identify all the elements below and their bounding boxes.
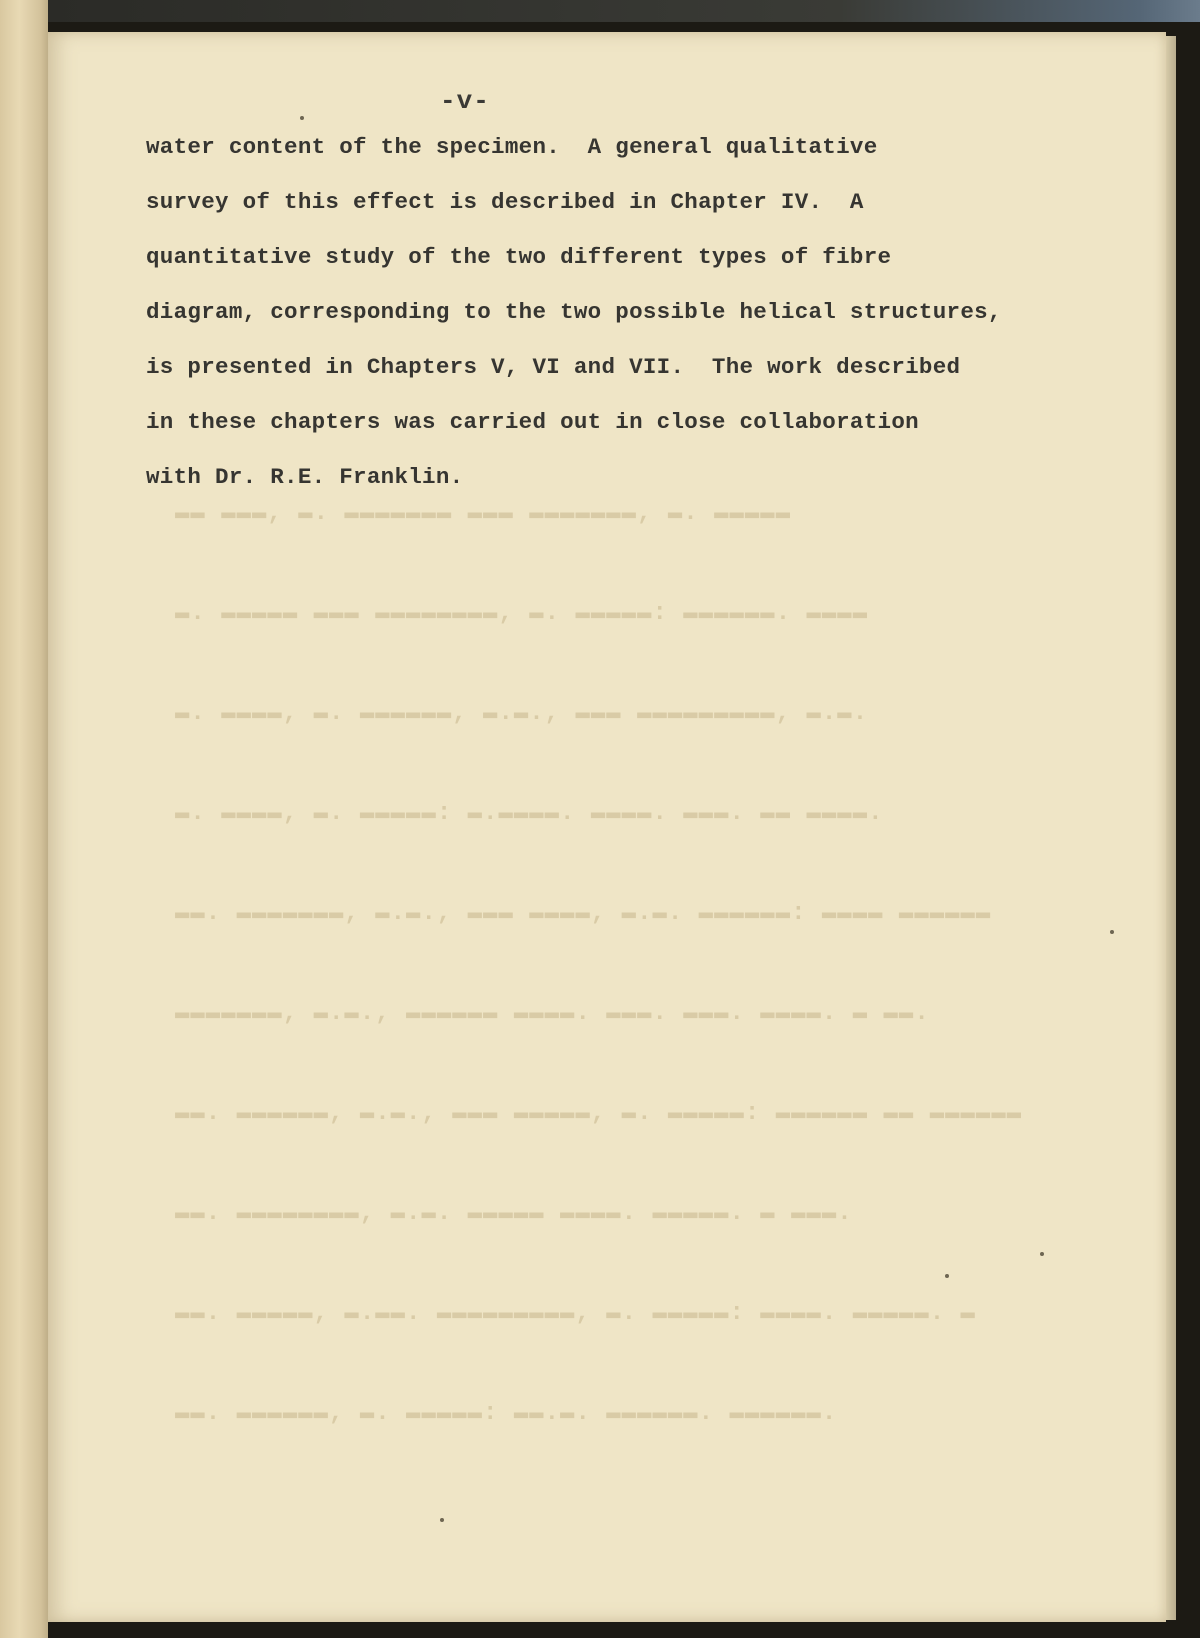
show-through: ▬▬▬▬▬▬▬, ▬.▬., ▬▬▬▬▬▬ ▬▬▬▬. ▬▬▬. ▬▬▬. ▬▬▬▬. ▬ ▬▬. [175,1000,930,1027]
show-through: ▬▬. ▬▬▬▬▬▬▬, ▬.▬., ▬▬▬ ▬▬▬▬, ▬.▬. ▬▬▬▬▬▬: ▬▬▬▬ ▬▬▬▬▬▬ [175,900,992,927]
page-edge [1166,36,1176,1620]
paper-speck [440,1518,444,1522]
show-through: ▬. ▬▬▬▬, ▬. ▬▬▬▬▬: ▬.▬▬▬▬. ▬▬▬▬. ▬▬▬. ▬▬ ▬▬▬▬. [175,800,884,827]
show-through: ▬▬ ▬▬▬, ▬. ▬▬▬▬▬▬▬ ▬▬▬ ▬▬▬▬▬▬▬, ▬. ▬▬▬▬▬ [175,500,792,527]
book-binding [0,0,48,1638]
show-through: ▬. ▬▬▬▬▬ ▬▬▬ ▬▬▬▬▬▬▬▬, ▬. ▬▬▬▬▬: ▬▬▬▬▬▬. ▬▬▬▬ [175,600,869,627]
paper-speck [300,116,304,120]
show-through: ▬▬. ▬▬▬▬▬▬, ▬.▬., ▬▬▬ ▬▬▬▬▬, ▬. ▬▬▬▬▬: ▬▬▬▬▬▬ ▬▬ ▬▬▬▬▬▬ [175,1100,1023,1127]
show-through: ▬. ▬▬▬▬, ▬. ▬▬▬▬▬▬, ▬.▬., ▬▬▬ ▬▬▬▬▬▬▬▬▬, ▬.▬. [175,700,869,727]
book-cover-edge [0,0,1200,22]
paper-speck [945,1274,949,1278]
text-line: water content of the specimen. A general qualitative [146,134,878,160]
text-line: is presented in Chapters V, VI and VII. The work described [146,354,961,380]
page-number: -v- [440,86,490,116]
show-through: ▬▬. ▬▬▬▬▬, ▬.▬▬. ▬▬▬▬▬▬▬▬▬, ▬. ▬▬▬▬▬: ▬▬▬▬. ▬▬▬▬▬. ▬ [175,1300,976,1327]
text-line: in these chapters was carried out in close collaboration [146,409,919,435]
text-line: quantitative study of the two different types of fibre [146,244,892,270]
text-line: diagram, corresponding to the two possible helical structures, [146,299,1002,325]
text-line: survey of this effect is described in Chapter IV. A [146,189,864,215]
paper-speck [1110,930,1114,934]
paper-speck [1040,1252,1044,1256]
body-paragraph [146,130,1106,515]
text-line: with Dr. R.E. Franklin. [146,464,464,490]
show-through: ▬▬. ▬▬▬▬▬▬▬▬, ▬.▬. ▬▬▬▬▬ ▬▬▬▬. ▬▬▬▬▬. ▬ ▬▬▬. [175,1200,853,1227]
show-through: ▬▬. ▬▬▬▬▬▬, ▬. ▬▬▬▬▬: ▬▬.▬. ▬▬▬▬▬▬. ▬▬▬▬▬▬. [175,1400,838,1427]
